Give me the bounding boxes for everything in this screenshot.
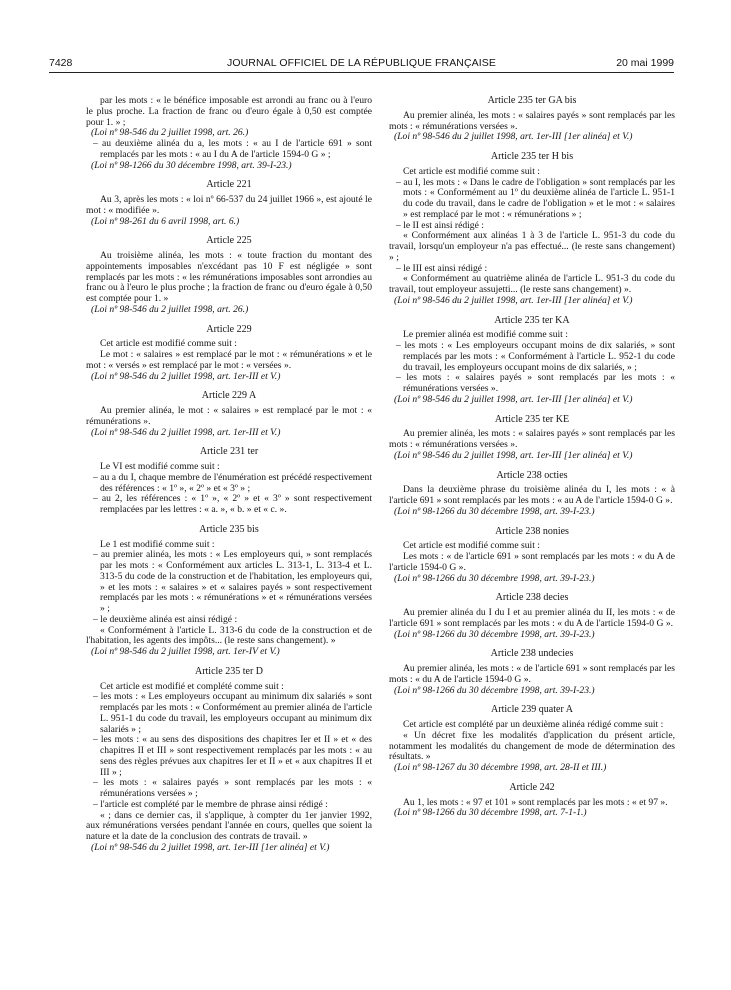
- article-heading: Article 238 octies: [496, 469, 568, 481]
- list-item: – les mots : « Les employeurs occupant au minimum dix salariés » sont remplacés par les mots : « Conformément au premier alinéa de l'article L. 951-1 du code du travail, les employeurs occupant au minimum dix salariés » ;: [93, 691, 372, 735]
- article-heading: Article 231 ter: [199, 446, 259, 458]
- paragraph: Au premier alinéa, les mots : « salaires payés » sont remplacés par les mots : « rémunérations versées ».: [389, 109, 675, 132]
- paragraph: « ; dans ce dernier cas, il s'applique, à compter du 1er janvier 1992, aux rémunérations versées pendant l'année en cours, quelles que soient la nature et la date de la conclusion des contrats de travail. »: [86, 809, 372, 842]
- paragraph: Le premier alinéa est modifié comme suit :: [403, 329, 568, 341]
- legal-reference: (Loi nº 98-546 du 2 juillet 1998, art. 1er-III [1er alinéa] et V.): [394, 294, 633, 306]
- paragraph: « Un décret fixe les modalités d'application du présent article, notamment les modalités du changement de mode de détermination des résultats. »: [389, 729, 675, 763]
- legal-reference: (Loi nº 98-546 du 2 juillet 1998, art. 1er-III [1er alinéa] et V.): [394, 393, 633, 405]
- paragraph: Au 1, les mots : « 97 et 101 » sont remplacés par les mots : « et 97 ».: [403, 796, 668, 808]
- legal-reference: (Loi nº 98-1266 du 30 décembre 1998, art. 39-I-23.): [394, 572, 595, 584]
- list-item: – le III est ainsi rédigé :: [396, 262, 488, 274]
- paragraph: Cet article est modifié et complété comme suit :: [100, 680, 284, 692]
- article-heading: Article 235 ter GA bis: [487, 95, 577, 106]
- legal-reference: (Loi nº 98-1266 du 30 décembre 1998, art. 39-I-23.): [394, 505, 595, 517]
- list-item: – au deuxième alinéa du a, les mots : « au I de l'article 691 » sont remplacés par les mots : « au I du A de l'article 1594-0 G » ;: [93, 138, 372, 160]
- paragraph: Les mots : « de l'article 691 » sont remplacés par les mots : « du A de l'article 1594-0 G ».: [389, 551, 675, 573]
- paragraph: Au premier alinéa, les mots : « de l'article 691 » sont remplacés par les mots : « du A de l'article 1594-0 G ».: [389, 663, 675, 685]
- paragraph: Le VI est modifié comme suit :: [100, 461, 220, 472]
- article-heading: Article 225: [206, 235, 252, 247]
- article-heading: Article 221: [206, 179, 252, 191]
- list-item: – au a du I, chaque membre de l'énumération est précédé respectivement des références : « 1º », « 2º » et « 3º » ;: [93, 471, 372, 494]
- legal-reference: (Loi nº 98-546 du 2 juillet 1998, art. 1er-III [1er alinéa] et V.): [91, 841, 330, 853]
- legal-reference: (Loi nº 98-1266 du 30 décembre 1998, art. 39-I-23.): [91, 159, 292, 171]
- publication-date: 20 mai 1999: [616, 57, 674, 69]
- article-heading: Article 238 decies: [495, 592, 569, 604]
- legal-reference: (Loi nº 98-1266 du 30 décembre 1998, art. 39-I-23.): [394, 628, 595, 640]
- paragraph: « Conformément aux alinéas 1 à 3 de l'article L. 951-3 du code du travail, lorsqu'un employeur n'a pas effectué... (le reste sans changement) » ;: [389, 230, 675, 263]
- article-heading: Article 235 ter H bis: [490, 151, 574, 162]
- list-item: – les mots : « salaires payés » sont remplacés par les mots : « rémunérations versées ».: [396, 372, 675, 394]
- article-heading: Article 238 nonies: [495, 525, 569, 537]
- article-heading: Article 235 ter D: [194, 665, 264, 677]
- paragraph: Le 1 est modifié comme suit :: [100, 538, 215, 550]
- paragraph: Au premier alinéa du I du I et au premier alinéa du II, les mots : « de l'article 691 » sont remplacés par les mots : « du A de l'article 1594-0 G ».: [389, 607, 675, 629]
- article-heading: Article 235 ter KE: [494, 413, 570, 425]
- paragraph: Au premier alinéa, le mot : « salaires » est remplacé par le mot : « rémunérations ».: [86, 405, 372, 427]
- legal-reference: (Loi nº 98-1266 du 30 décembre 1998, art. 7-1-1.): [394, 807, 587, 819]
- article-heading: Article 229: [206, 323, 252, 335]
- legal-reference: (Loi nº 98-546 du 2 juillet 1998, art. 26.): [91, 127, 249, 139]
- paragraph: Au troisième alinéa, les mots : « toute fraction du montant des appointements imposables n'excédant pas 10 F est négligée » sont remplacés par les mots : « les rémunérations imposables sont arrondies au franc ou à l'euro le plus proche ; la fraction de franc ou d'euro égale à 0,50 est comptée pour 1. »: [86, 250, 372, 304]
- paragraph: Au premier alinéa, les mots : « salaires payés » sont remplacés par les mots : « rémunérations versées ».: [389, 428, 675, 450]
- list-item: – au 2, les références : « 1º », « 2º » et « 3º » sont respectivement remplacées par les lettres : « a. », « b. » et « c. ».: [93, 493, 372, 515]
- article-heading: Article 235 ter KA: [494, 314, 570, 326]
- article-heading: Article 235 bis: [199, 523, 259, 535]
- list-item: – les mots : « au sens des dispositions des chapitres Ier et II » et « des chapitres II et III » sont respectivement remplacés par les mots : « au sens des règles prévues aux chapitres Ier et II » et « aux chapitres II et III » ;: [93, 734, 372, 778]
- article-heading: Article 242: [509, 781, 555, 793]
- list-item: – le II est ainsi rédigé :: [396, 219, 484, 231]
- list-item: – le deuxième alinéa est ainsi rédigé :: [93, 613, 238, 625]
- header-rule: [49, 72, 674, 73]
- paragraph: Le mot : « salaires » est remplacé par le mot : « rémunérations » et le mot : « versés » est remplacé par le mot : « versées ».: [86, 349, 372, 371]
- paragraph: Cet article est modifié comme suit :: [403, 540, 540, 552]
- left-column: [86, 96, 372, 854]
- legal-reference: (Loi nº 98-546 du 2 juillet 1998, art. 1er-III et V.): [91, 426, 281, 438]
- legal-reference: (Loi nº 98-546 du 2 juillet 1998, art. 26.): [91, 303, 249, 315]
- journal-title: JOURNAL OFFICIEL DE LA RÉPUBLIQUE FRANÇAISE: [227, 57, 496, 69]
- paragraph: Dans la deuxième phrase du troisième alinéa du I, les mots : « à l'article 691 » sont remplacés par les mots : « au A de l'article 1594-0 G ».: [389, 484, 675, 506]
- list-item: – les mots : « Les employeurs occupant moins de dix salariés, » sont remplacés par les mots : « Conformément à l'article L. 952-1 du code du travail, les employeurs occupant moins de dix salariés, » ;: [396, 340, 675, 373]
- legal-reference: (Loi nº 98-546 du 2 juillet 1998, art. 1er-III et V.): [91, 370, 281, 382]
- article-heading: Article 238 undecies: [490, 648, 574, 660]
- paragraph: « Conformément au quatrième alinéa de l'article L. 951-3 du code du travail, tout employeur assujetti... (le reste sans changement) ».: [389, 273, 675, 295]
- right-column: [389, 96, 675, 819]
- legal-reference: (Loi nº 98-546 du 2 juillet 1998, art. 1er-III [1er alinéa] et V.): [394, 131, 633, 143]
- paragraph: Cet article est complété par un deuxième alinéa rédigé comme suit :: [403, 719, 664, 730]
- list-item: – au premier alinéa, les mots : « Les employeurs qui, » sont remplacés par les mots : « Conformément aux articles L. 313-1, L. 313-4 et L. 313-5 du code de la construction et de l'habitation, les employeurs qui, » et les mots : « salaires » et « salaires payés » sont respectivement remplacés par les mots : « rémunérations » et « rémunérations versées » ;: [93, 549, 372, 614]
- legal-reference: (Loi nº 98-1266 du 30 décembre 1998, art. 39-I-23.): [394, 684, 595, 696]
- list-item: – les mots : « salaires payés » sont remplacés par les mots : « rémunérations versées » ;: [93, 777, 372, 799]
- legal-reference: (Loi nº 98-546 du 2 juillet 1998, art. 1er-III [1er alinéa] et V.): [394, 449, 633, 461]
- article-heading: Article 239 quater A: [491, 704, 573, 716]
- paragraph: par les mots : « le bénéfice imposable est arrondi au franc ou à l'euro le plus proche. La fraction de franc ou d'euro égale à 0,50 est comptée pour 1. » ;: [86, 95, 372, 128]
- paragraph: Cet article est modifié comme suit :: [403, 165, 540, 177]
- paragraph: « Conformément à l'article L. 313-6 du code de la construction et de l'habitation, les agents des impôts... (le reste sans changement). »: [86, 624, 372, 647]
- paragraph: Au 3, après les mots : « loi nº 66-537 du 24 juillet 1966 », est ajouté le mot : « modifiée ».: [86, 194, 372, 216]
- legal-reference: (Loi nº 98-546 du 2 juillet 1998, art. 1er-IV et V.): [91, 646, 280, 657]
- article-heading: Article 229 A: [201, 390, 257, 402]
- legal-reference: (Loi nº 98-1267 du 30 décembre 1998, art. 28-II et III.): [394, 762, 607, 773]
- list-item: – l'article est complété par le membre de phrase ainsi rédigé :: [93, 798, 328, 810]
- page-header: [49, 57, 674, 71]
- legal-reference: (Loi nº 98-261 du 6 avril 1998, art. 6.): [91, 215, 240, 227]
- page-number: 7428: [49, 57, 73, 69]
- list-item: – au I, les mots : « Dans le cadre de l'obligation » sont remplacés par les mots : « Conformément au 1º du deuxième alinéa de l'article L. 951-1 du code du travail, dans le cadre de l'obligation » et le mot : « salaires » est remplacé par le mot : « rémunérations » ;: [396, 176, 675, 220]
- paragraph: Cet article est modifié comme suit :: [100, 338, 237, 350]
